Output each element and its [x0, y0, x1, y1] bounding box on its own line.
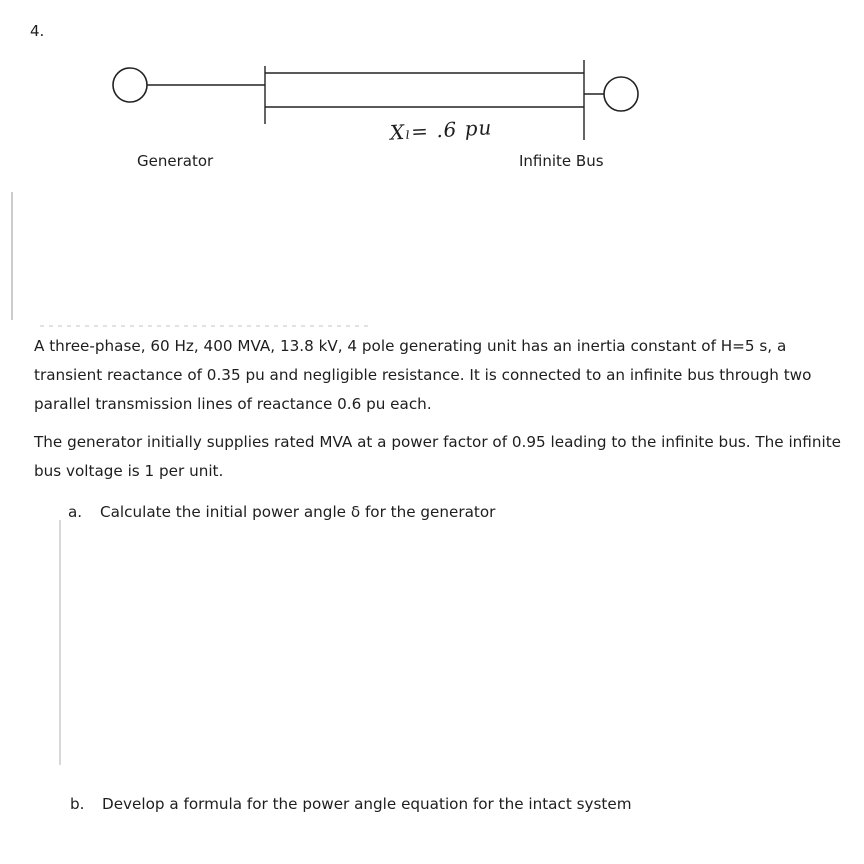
infinite-bus-symbol	[604, 77, 638, 111]
question-b-letter: b.	[70, 795, 85, 813]
question-number: 4.	[30, 22, 45, 40]
infinite-bus-label: Infinite Bus	[519, 152, 604, 170]
generator-label: Generator	[137, 152, 214, 170]
generator-symbol	[113, 68, 147, 102]
reactance-annotation: Xₗ= .6 pu	[389, 115, 493, 145]
question-a-text: Calculate the initial power angle δ for the generator	[100, 503, 496, 521]
problem-paragraph-2: The generator initially supplies rated MVA at a power factor of 0.95 leading to the infinite bus. The infinite bus voltage is 1 per unit.	[34, 433, 842, 480]
question-a-letter: a.	[68, 503, 83, 521]
question-b-text: Develop a formula for the power angle equation for the intact system	[102, 795, 632, 813]
problem-paragraph-1: A three-phase, 60 Hz, 400 MVA, 13.8 kV, 4 pole generating unit has an inertia constant of H=5 s, a transient reactance of 0.35 pu and negligible resistance. It is connected to an infinite bus through two parallel transmission lines of reactance 0.6 pu each.	[34, 337, 812, 413]
